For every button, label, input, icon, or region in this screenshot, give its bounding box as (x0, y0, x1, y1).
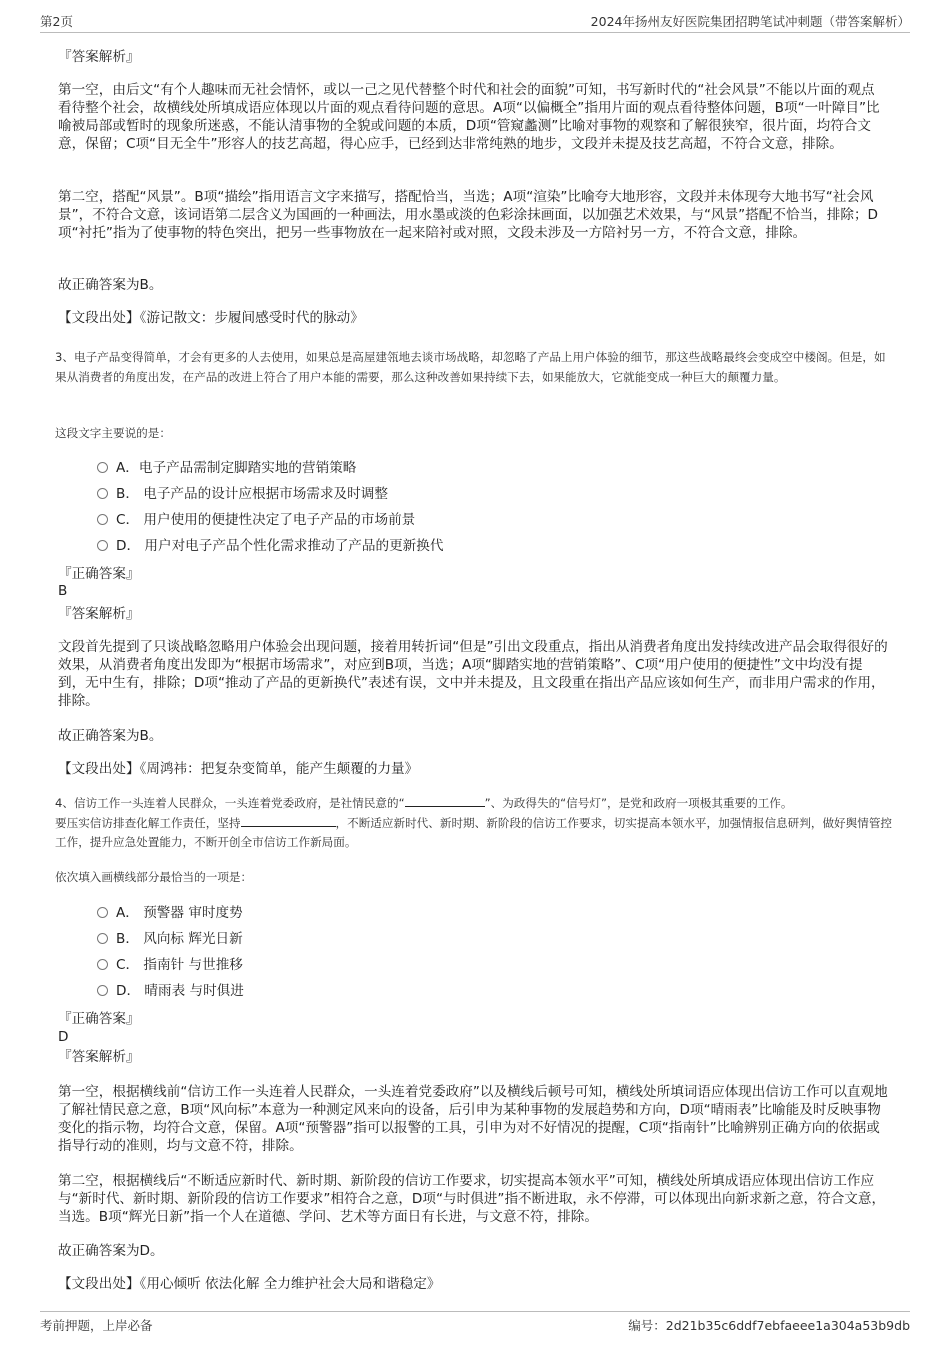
q4-stem: 4、信访工作一头连着人民群众，一头连着党委政府，是社情民意的“ ”、为政得失的“信号灯”，是党和政府一项极其重要的工作。 要压实信访排查化解工作责任，坚持 ，不断适应新时代、新时期、新阶段的信访工作要求，切实提高本领水平，加强情报信息研判，做好舆情管控工作，提升应急处置能力，不断开创全市信访工作新局面。 (55, 796, 893, 849)
page-header (40, 10, 910, 33)
radio-icon[interactable] (97, 488, 108, 499)
page-number: 第2页 (40, 14, 73, 29)
radio-icon[interactable] (97, 462, 108, 473)
radio-icon[interactable] (97, 959, 108, 970)
radio-icon[interactable] (97, 514, 108, 525)
q2-analysis-p2: 第二空，搭配“风景”。B项“描绘”指用语言文字来描写，搭配恰当，当选；A项“渲染”比喻夸大地形容，文段并未体现夸大地书写“社会风景”，不符合文意，该词语第二层含义为国画的一种画法，用水墨或淡的色彩涂抹画面，以加强艺术效果，与“风景”搭配不恰当，排除；D项“衬托”指为了使事物的特色突出，把另一些事物放在一起来陪衬或对照，文段未涉及一方陪衬另一方，不符合文意，排除。 (58, 189, 879, 241)
q3-option-b[interactable]: B． 电子产品的设计应根据市场需求及时调整 (97, 485, 388, 503)
q3-conclusion: 故正确答案为B。 (58, 728, 163, 744)
q3-analysis-label: 『答案解析』 (58, 606, 140, 622)
q4-source: 【文段出处】《用心倾听 依法化解 全力维护社会大局和谐稳定》 (58, 1276, 441, 1292)
q4-option-a[interactable]: A． 预警器 审时度势 (97, 904, 243, 922)
radio-icon[interactable] (97, 540, 108, 551)
q2-analysis-label: 『答案解析』 (58, 49, 140, 65)
q2-conclusion: 故正确答案为B。 (58, 277, 163, 293)
document-code: 编号：2d21b35c6ddf7ebfaeee1a304a53b9db (628, 1318, 910, 1333)
q3-option-c[interactable]: C． 用户使用的便捷性决定了电子产品的市场前景 (97, 511, 415, 529)
footer-slogan: 考前押题，上岸必备 (40, 1318, 153, 1333)
q4-analysis-p1: 第一空，根据横线前“信访工作一头连着人民群众，一头连着党委政府”以及横线后顿号可知，横线处所填词语应体现出信访工作可以直观地了解社情民意之意，B项“风向标”本意为一种测定风来向的设备，后引申为某种事物的发展趋势和方向，D项“晴雨表”比喻能及时反映事物变化的指示物，均符合文意，保留。A项“预警器”指可以报警的工具，引申为对不好情况的提醒，C项“指南针”比喻辨别正确方向的依据或指导行动的准则，均与文意不符，排除。 (58, 1084, 888, 1154)
q3-answer: B (58, 583, 68, 599)
radio-icon[interactable] (97, 933, 108, 944)
q4-option-b[interactable]: B． 风向标 辉光日新 (97, 930, 243, 948)
radio-icon[interactable] (97, 985, 108, 996)
q3-option-d[interactable]: D． 用户对电子产品个性化需求推动了产品的更新换代 (97, 537, 443, 555)
q3-source: 【文段出处】《周鸿祎：把复杂变简单，能产生颠覆的力量》 (58, 761, 419, 777)
q2-source: 【文段出处】《游记散文：步履间感受时代的脉动》 (58, 310, 364, 326)
q2-analysis-p1: 第一空，由后文“有个人趣味而无社会情怀，或以一己之见代替整个时代和社会的面貌”可知，书写新时代的“社会风景”不能以片面的观点看待整个社会，故横线处所填成语应体现以片面的观点看待问题的意思。A项“以偏概全”指用片面的观点看待整体问题，B项“一叶障目”比喻被局部或暂时的现象所迷惑，不能认清事物的全貌或问题的本质，D项“管窥蠡测”比喻对事物的观察和了解很狭窄，很片面，均符合文意，保留；C项“目无全牛”形容人的技艺高超，得心应手，已经到达非常纯熟的地步，文段并未提及技艺高超，不符合文意，排除。 (58, 82, 880, 152)
q4-answer: D (58, 1029, 69, 1045)
q4-analysis-label: 『答案解析』 (58, 1049, 140, 1065)
blank-2 (241, 814, 336, 827)
q3-question: 这段文字主要说的是： (55, 426, 171, 440)
q4-option-c[interactable]: C． 指南针 与世推移 (97, 956, 243, 974)
q3-analysis: 文段首先提到了只谈战略忽略用户体验会出现问题，接着用转折词“但是”引出文段重点，指出从消费者角度出发持续改进产品会取得很好的效果，从消费者角度出发即为“根据市场需求”，对应到B项，当选；A项“脚踏实地的营销策略”、C项“用户使用的便捷性”文中均没有提到，无中生有，排除；D项“推动了产品的更新换代”表述有误，文中并未提及，且文段重在指出产品应该如何生产，而非用户需求的作用，排除。 (58, 639, 888, 709)
blank-1 (405, 794, 485, 807)
q4-analysis-p2: 第二空，根据横线后“不断适应新时代、新时期、新阶段的信访工作要求，切实提高本领水平”可知，横线处所填成语应体现出信访工作应与“新时代、新时期、新阶段的信访工作要求”相符合之意，D项“与时俱进”指不断进取，永不停滞，可以体现出向新求新之意，符合文意，当选。B项“辉光日新”指一个人在道德、学问、艺术等方面日有长进，与文意不符，排除。 (58, 1173, 886, 1225)
q3-stem: 3、电子产品变得简单，才会有更多的人去使用，如果总是高屋建瓴地去谈市场战略，却忽略了产品上用户体验的细节，那这些战略最终会变成空中楼阁。但是，如果从消费者的角度出发，在产品的改进上符合了用户本能的需要，那么这种改善如果持续下去，如果能放大，它就能变成一种巨大的颠覆力量。 (55, 350, 886, 384)
radio-icon[interactable] (97, 907, 108, 918)
q4-conclusion: 故正确答案为D。 (58, 1243, 164, 1259)
q4-option-d[interactable]: D． 晴雨表 与时俱进 (97, 982, 244, 1000)
q4-question: 依次填入画横线部分最恰当的一项是： (55, 870, 253, 884)
q3-answer-label: 『正确答案』 (58, 566, 140, 582)
q4-answer-label: 『正确答案』 (58, 1011, 140, 1027)
q3-option-a[interactable]: A．电子产品需制定脚踏实地的营销策略 (97, 459, 356, 477)
page-footer (40, 1311, 910, 1336)
document-title: 2024年扬州友好医院集团招聘笔试冲刺题（带答案解析） (590, 14, 910, 29)
